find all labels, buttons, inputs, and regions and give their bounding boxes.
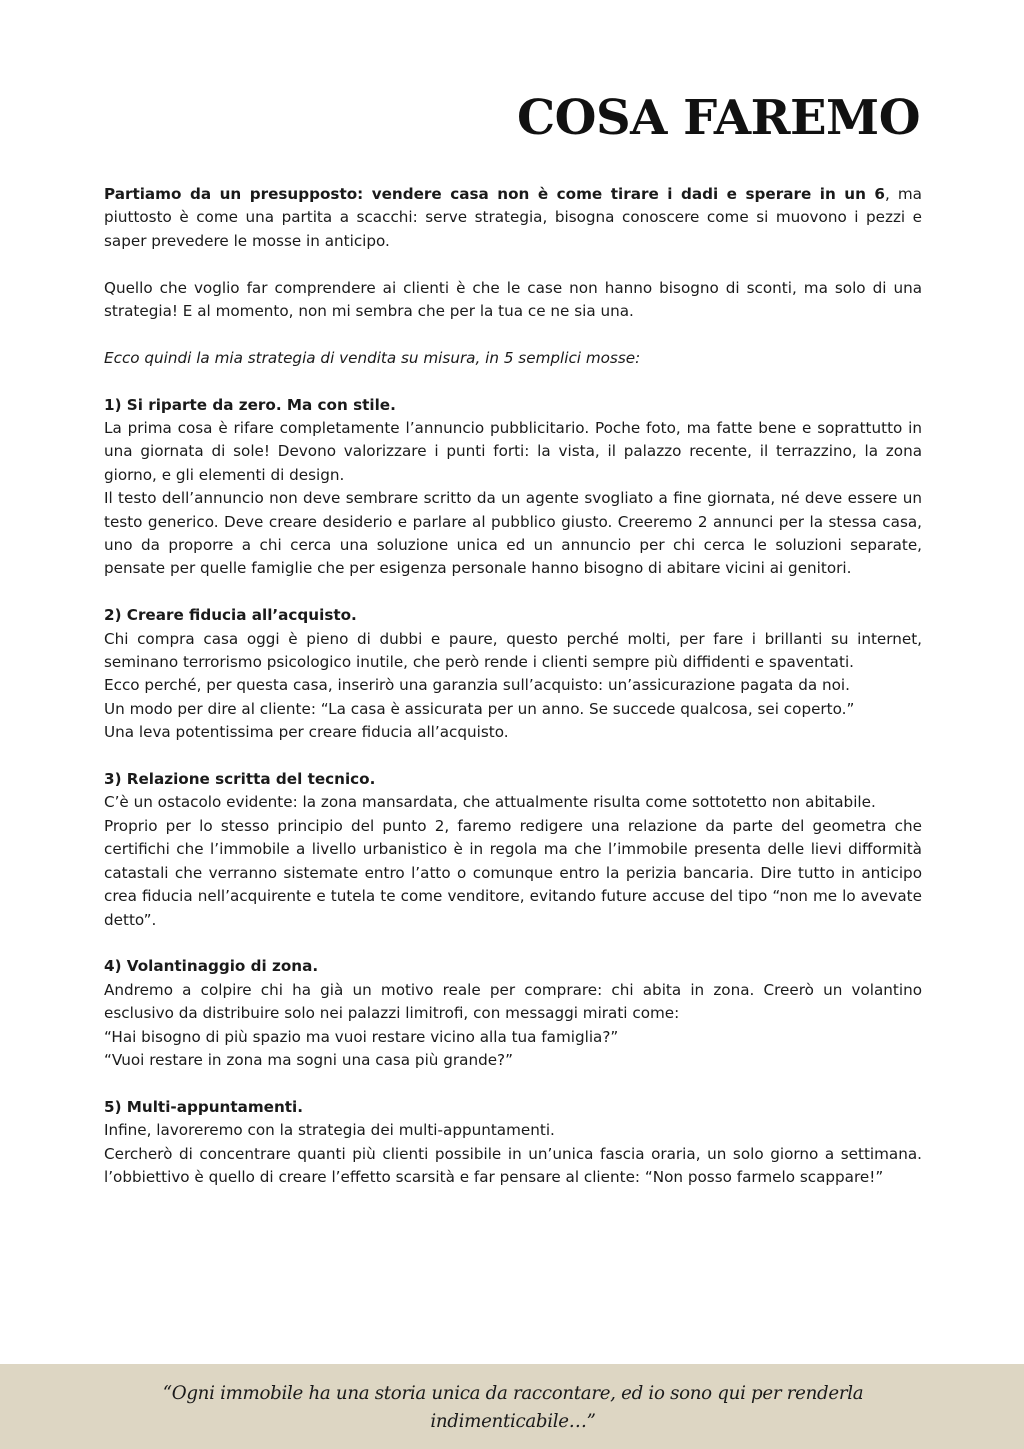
step-5-paragraph: Cercherò di concentrare quanti più clienti possibile in un’unica fascia oraria, un solo giorno a settimana. l’obbiettivo è quello di creare l’effetto scarsità e far pensare al cliente: “Non posso farmelo scappare!”	[104, 1144, 922, 1186]
step-4-paragraph: “Hai bisogno di più spazio ma vuoi restare vicino alla tua famiglia?”	[104, 1027, 619, 1046]
step-5-paragraph: Infine, lavoreremo con la strategia dei multi-appuntamenti.	[104, 1121, 555, 1140]
intro-paragraph	[104, 183, 922, 253]
step-4-paragraph: Andremo a colpire chi ha già un motivo reale per comprare: chi abita in zona. Creerò un volantino esclusivo da distribuire solo nei palazzi limitrofi, con messaggi mirati come:	[104, 980, 922, 1023]
step-5-heading: 5) Multi-appuntamenti.	[104, 1097, 303, 1116]
step-1-paragraph: Il testo dell’annuncio non deve sembrare scritto da un agente svogliato a fine giornata, né deve essere un testo generico. Deve creare desiderio e parlare al pubblico giusto. Creeremo 2 annunci per la stessa casa, uno da proporre a chi cerca una soluzione unica ed un annuncio per chi cerca le soluzioni separate, pensate per quelle famiglie che per esigenza personale hanno bisogno di abitare vicini ai genitori.	[104, 489, 922, 578]
step-4-paragraph: “Vuoi restare in zona ma sogni una casa più grande?”	[104, 1050, 513, 1069]
footer-quote: “Ogni immobile ha una storia unica da raccontare, ed io sono qui per renderla indimenticabile…”	[162, 1383, 864, 1432]
step-4-heading: 4) Volantinaggio di zona.	[104, 957, 319, 976]
document-body	[104, 183, 922, 1189]
step-2-paragraph: Ecco perché, per questa casa, inserirò una garanzia sull’acquisto: un’assicurazione pagata da noi.	[104, 676, 850, 695]
intro-bold: Partiamo da un presupposto: vendere casa non è come tirare i dadi e sperare in un 6	[104, 185, 885, 203]
step-3-paragraph: Proprio per lo stesso principio del punto 2, faremo redigere una relazione da parte del geometra che certifichi che l’immobile a livello urbanistico è in regola ma che l’immobile presenta delle lievi difformità catastali che verranno sistemate entro l’atto o comunque entro la perizia bancaria. Dire tutto in anticipo crea fiducia nell’acquirente e tutela te come venditore, evitando future accuse del tipo “non me lo avevate detto”.	[104, 816, 922, 929]
paragraph-2: Quello che voglio far comprendere ai clienti è che le case non hanno bisogno di sconti, ma solo di una strategia! E al momento, non mi sembra che per la tua ce ne sia una.	[104, 278, 922, 321]
intro-rest: , ma piuttosto è come una partita a scacchi: serve strategia, bisogna conoscere come si muovono i pezzi e saper prevedere le mosse in anticipo.	[104, 185, 922, 250]
strategy-lead: Ecco quindi la mia strategia di vendita su misura, in 5 semplici mosse:	[104, 348, 641, 367]
step-2-paragraph: Una leva potentissima per creare fiducia all’acquisto.	[104, 723, 509, 742]
step-1-paragraph: La prima cosa è rifare completamente l’annuncio pubblicitario. Poche foto, ma fatte bene e soprattutto in una giornata di sole! Devono valorizzare i punti forti: la vista, il palazzo recente, il terrazzino, la zona giorno, e gli elementi di design.	[104, 419, 922, 484]
step-3-heading: 3) Relazione scritta del tecnico.	[104, 770, 376, 789]
page-title: COSA FAREMO	[516, 90, 920, 146]
step-2-paragraph: Un modo per dire al cliente: “La casa è assicurata per un anno. Se succede qualcosa, sei coperto.”	[104, 699, 855, 718]
step-2-heading: 2) Creare fiducia all’acquisto.	[104, 606, 357, 625]
step-1-heading: 1) Si riparte da zero. Ma con stile.	[104, 395, 396, 414]
step-3-paragraph: C’è un ostacolo evidente: la zona mansardata, che attualmente risulta come sottotetto non abitabile.	[104, 793, 876, 812]
step-2-paragraph: Chi compra casa oggi è pieno di dubbi e paure, questo perché molti, per fare i brillanti su internet, seminano terrorismo psicologico inutile, che però rende i clienti sempre più diffidenti e spaventati.	[104, 629, 922, 672]
